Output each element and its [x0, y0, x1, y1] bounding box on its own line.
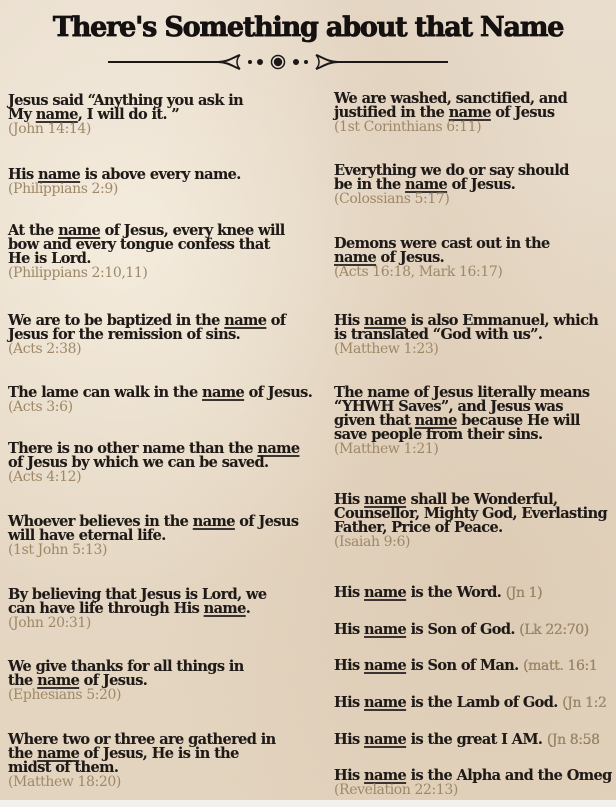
verse-reference: (Ephesians 5:20): [8, 687, 122, 703]
verse-reference: (1st John 5:13): [8, 542, 108, 558]
verse-reference: (John 20:31): [8, 615, 91, 631]
verse-line: of Jesus by which we can be saved.: [8, 454, 269, 471]
verse-line: Where two or three are gathered in: [8, 731, 276, 748]
verse-entry: [334, 733, 600, 747]
verse-entry: [334, 386, 589, 457]
verse-line: will have eternal life.: [8, 527, 166, 544]
verse-entry: [334, 586, 542, 600]
verse-entry: [8, 94, 243, 137]
verse-entry: [8, 442, 299, 485]
verse-line: given that name because He will: [334, 412, 580, 429]
verse-line: His name is also Emmanuel, which: [334, 312, 599, 329]
verse-line: There is no other name than the name: [8, 440, 300, 457]
verse-reference: (Jn 8:58: [546, 732, 600, 748]
verse-line: be in the name of Jesus.: [334, 176, 516, 193]
verse-line: He is Lord.: [8, 250, 91, 267]
verse-entry: [8, 660, 244, 703]
verse-reference: (Philippians 2:10,11): [8, 265, 148, 281]
verse-reference: (Revelation 22:13): [334, 782, 458, 798]
verse-reference: (matt. 16:1: [523, 658, 598, 674]
verse-line: Whoever believes in the name of Jesus: [8, 513, 299, 530]
verse-entry: [334, 696, 606, 710]
verse-reference: (Jn 1): [505, 585, 543, 601]
verse-entry: [8, 386, 312, 415]
verse-line: My name, I will do it. ”: [8, 106, 180, 123]
verse-line: save people from their sins.: [334, 426, 543, 443]
verse-entry: [8, 168, 241, 197]
verse-line: His name is the Alpha and the Omeg: [334, 767, 612, 784]
verse-entry: [334, 493, 607, 550]
verse-reference: (Acts 3:6): [8, 399, 73, 415]
verse-line: His name is the great I AM.: [334, 731, 543, 748]
verse-line: His name is the Word.: [334, 584, 502, 601]
verse-entry: [334, 659, 597, 673]
verse-reference: (John 14:14): [8, 121, 91, 137]
verse-reference: (Matthew 1:23): [334, 341, 439, 357]
verse-entry: [334, 314, 598, 357]
verse-line: midst of them.: [8, 759, 119, 776]
verse-reference: (Lk 22:70): [519, 622, 589, 638]
verse-line: Father, Price of Peace.: [334, 519, 503, 536]
verse-entry: [8, 588, 267, 631]
verse-line: the name of Jesus, He is in the: [8, 745, 239, 762]
verse-line: is translated “God with us”.: [334, 326, 543, 343]
verse-line: His name is Son of Man.: [334, 657, 519, 674]
verse-entry: [334, 623, 589, 637]
verse-entry: [334, 164, 569, 207]
verse-line: The name of Jesus literally means: [334, 384, 590, 401]
verse-reference: (Isaiah 9:6): [334, 534, 411, 550]
verse-line: Jesus said “Anything you ask in: [8, 92, 244, 109]
verse-line: We are washed, sanctified, and: [334, 90, 568, 107]
page-title: There's Something about that Name: [52, 12, 564, 43]
verse-line: can have life through His name.: [8, 600, 251, 617]
verse-line: bow and every tongue confess that: [8, 236, 270, 253]
verse-reference: (Matthew 18:20): [8, 774, 121, 790]
verse-line: Everything we do or say should: [334, 162, 569, 179]
verse-reference: (Matthew 1:21): [334, 441, 439, 457]
verse-line: The lame can walk in the name of Jesus.: [8, 384, 313, 401]
verse-line: His name is above every name.: [8, 166, 241, 183]
verse-line: By believing that Jesus is Lord, we: [8, 586, 267, 603]
verse-line: Demons were cast out in the: [334, 235, 550, 252]
verse-entry: [8, 733, 276, 790]
verse-line: At the name of Jesus, every knee will: [8, 222, 285, 239]
verse-line: We give thanks for all things in: [8, 658, 244, 675]
verse-reference: (Philippians 2:9): [8, 181, 118, 197]
verse-entry: [334, 92, 567, 135]
verse-reference: (Acts 4:12): [8, 469, 82, 485]
flourish-icon: [218, 53, 338, 71]
bottom-edge: [0, 800, 616, 807]
verse-reference: (Acts 16:18, Mark 16:17): [334, 264, 503, 280]
verse-line: “YHWH Saves”, and Jesus was: [334, 398, 563, 415]
verse-reference: (Acts 2:38): [8, 341, 82, 357]
verse-line: Jesus for the remission of sins.: [8, 326, 241, 343]
verse-line: His name shall be Wonderful,: [334, 491, 558, 508]
ornamental-divider: [108, 53, 448, 71]
verse-line: name of Jesus.: [334, 249, 445, 266]
verse-entry: [8, 515, 298, 558]
verse-line: justified in the name of Jesus: [334, 104, 555, 121]
verse-line: the name of Jesus.: [8, 672, 148, 689]
verse-reference: (Colossians 5:17): [334, 191, 450, 207]
verse-reference: (Jn 1:2: [562, 695, 607, 711]
verse-line: His name is the Lamb of God.: [334, 694, 558, 711]
divider-rule-right: [338, 61, 448, 63]
verse-entry: [8, 224, 285, 281]
divider-rule-left: [108, 61, 218, 63]
verse-line: Counsellor, Mighty God, Everlasting: [334, 505, 608, 522]
verse-reference: (1st Corinthians 6:11): [334, 119, 482, 135]
verse-line: We are to be baptized in the name of: [8, 312, 286, 329]
verse-entry: [8, 314, 286, 357]
verse-line: His name is Son of God.: [334, 621, 515, 638]
verse-entry: [334, 769, 612, 798]
verse-entry: [334, 237, 550, 280]
